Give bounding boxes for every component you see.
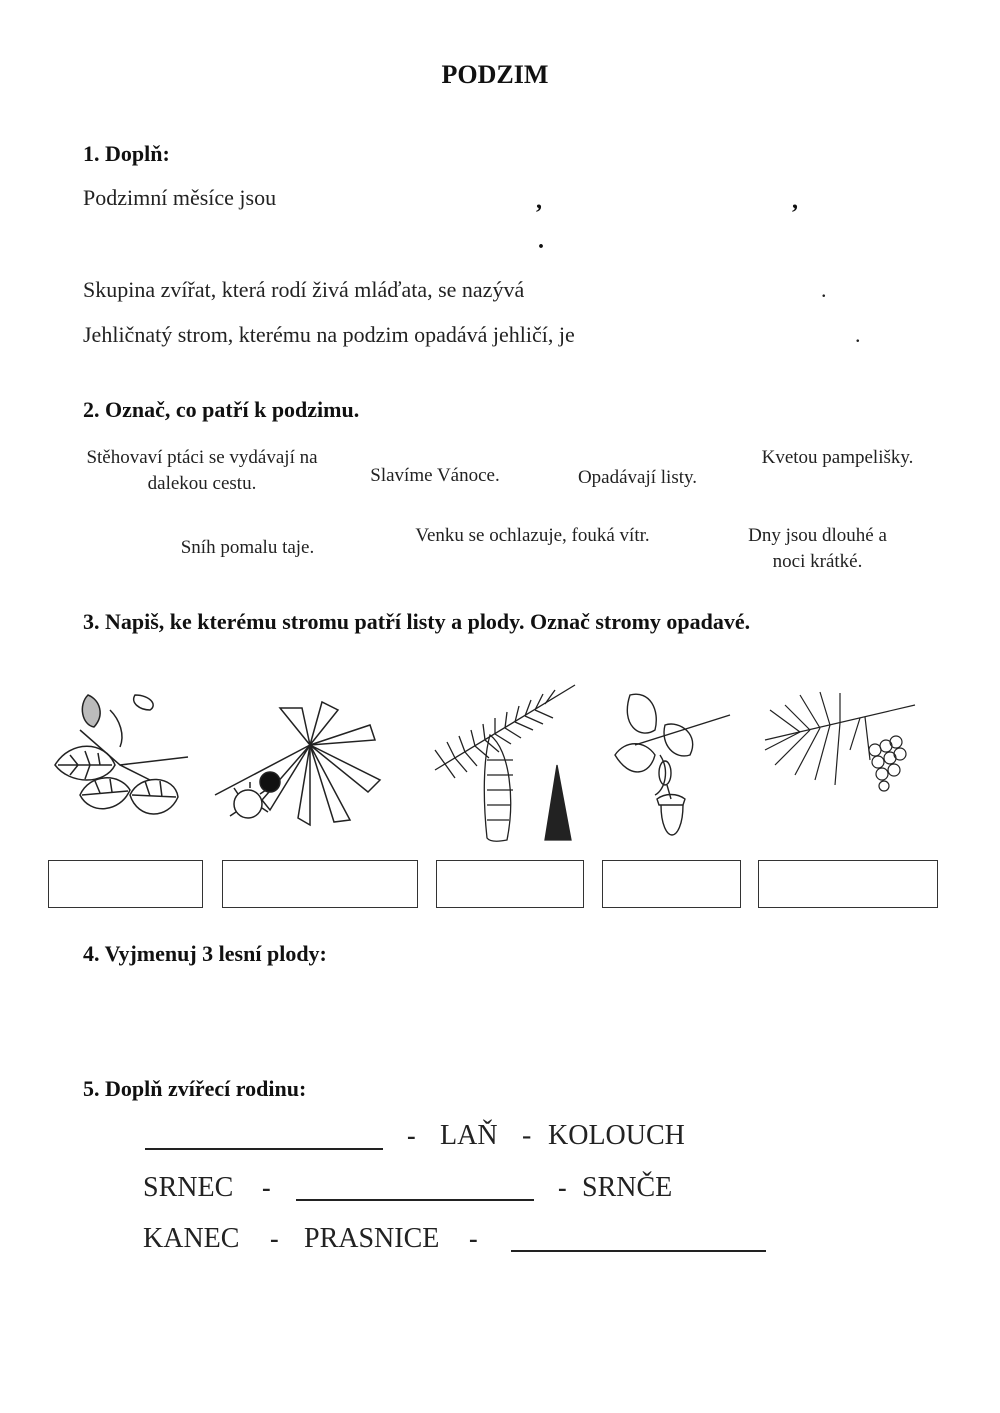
row3-dash-2: - xyxy=(469,1224,478,1253)
row3-dash-1: - xyxy=(270,1224,279,1253)
page-title: PODZIM xyxy=(441,60,549,89)
option-long-days[interactable]: Dny jsou dlouhé a noci krátké. xyxy=(748,525,887,572)
mammals-period: . xyxy=(821,277,827,302)
mammals-prompt: Skupina zvířat, která rodí živá mláďata, se nazývá xyxy=(83,277,525,302)
oak-leaf-acorn-icon xyxy=(605,685,735,840)
option-getting-colder[interactable]: Venku se ochlazuje, fouká vítr. xyxy=(415,525,650,546)
option-christmas[interactable]: Slavíme Vánoce. xyxy=(370,465,500,486)
row3-word-kanec: KANEC xyxy=(143,1223,240,1254)
row2-word-srnec: SRNEC xyxy=(143,1172,234,1203)
spruce-branch-cone-icon xyxy=(425,680,585,845)
row1-dash-2: - xyxy=(522,1120,532,1151)
row1-word-kolouch: KOLOUCH xyxy=(548,1120,685,1151)
option-snow-melting[interactable]: Sníh pomalu taje. xyxy=(180,537,315,558)
option-dandelions[interactable]: Kvetou pampelišky. xyxy=(761,447,914,468)
months-period: . xyxy=(538,228,544,254)
blank-row2[interactable] xyxy=(296,1199,534,1201)
months-prompt: Podzimní měsíce jsou xyxy=(83,185,277,210)
months-comma-1: , xyxy=(536,188,542,214)
answer-box-1[interactable] xyxy=(48,860,203,908)
answer-box-3[interactable] xyxy=(436,860,584,908)
conifer-prompt: Jehličnatý strom, kterému na podzim opadává jehličí, je xyxy=(83,322,575,347)
answer-box-2[interactable] xyxy=(222,860,418,908)
row1-word-lan: LAŇ xyxy=(440,1120,498,1151)
beech-branch-icon xyxy=(50,685,200,835)
months-comma-2: , xyxy=(792,188,798,214)
blank-row1[interactable] xyxy=(145,1148,383,1150)
row2-dash-2: - xyxy=(558,1173,567,1202)
task2-heading: 2. Označ, co patří k podzimu. xyxy=(83,397,360,422)
option-falling-leaves[interactable]: Opadávají listy. xyxy=(577,467,698,488)
conifer-period: . xyxy=(855,322,861,347)
pine-branch-cone-icon xyxy=(760,690,920,800)
row1-dash-1: - xyxy=(407,1121,416,1150)
answer-box-5[interactable] xyxy=(758,860,938,908)
row3-word-prasnice: PRASNICE xyxy=(304,1223,440,1254)
option-migrating-birds[interactable]: Stěhovaví ptáci se vydávají na dalekou cestu. xyxy=(86,447,318,494)
task4-heading: 4. Vyjmenuj 3 lesní plody: xyxy=(83,941,327,966)
row2-word-srnce: SRNČE xyxy=(582,1172,673,1203)
horse-chestnut-leaf-icon xyxy=(210,700,385,830)
row2-dash-1: - xyxy=(262,1173,271,1202)
blank-row3[interactable] xyxy=(511,1250,766,1252)
answer-box-4[interactable] xyxy=(602,860,741,908)
task3-heading: 3. Napiš, ke kterému stromu patří listy a plody. Označ stromy opadavé. xyxy=(83,609,751,634)
task1-heading: 1. Doplň: xyxy=(83,141,170,166)
task5-heading: 5. Doplň zvířecí rodinu: xyxy=(83,1076,307,1101)
